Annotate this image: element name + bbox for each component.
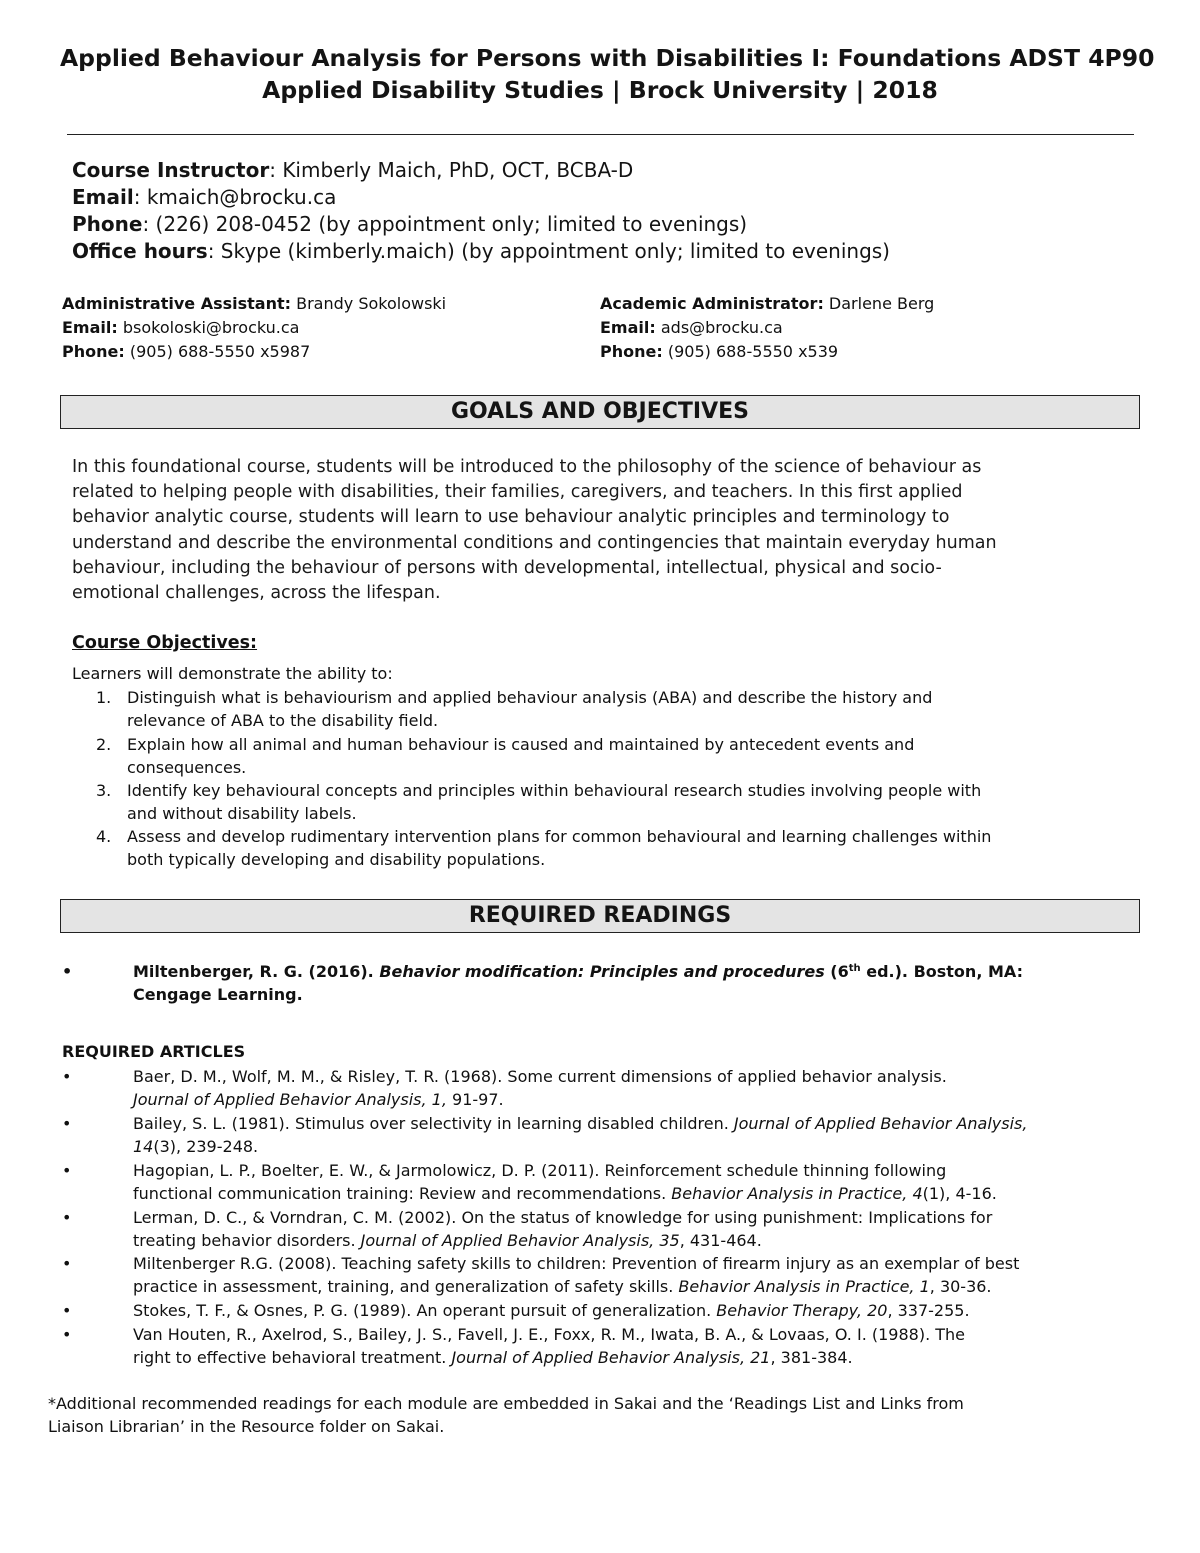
admin-assistant-phone: (905) 688-5550 x5987 bbox=[124, 342, 311, 361]
phone-label: Phone: bbox=[62, 342, 125, 361]
objective-line: Assess and develop rudimentary intervention plans for common behavioural and learning challenges within bbox=[127, 827, 992, 846]
textbook-title: Behavior modification: Principles and procedures bbox=[379, 962, 825, 981]
bullet-icon: • bbox=[62, 962, 73, 981]
academic-admin-label: Academic Administrator: bbox=[600, 294, 824, 313]
instructor-phone-row bbox=[72, 211, 890, 238]
paragraph-line: emotional challenges, across the lifespan. bbox=[72, 583, 441, 604]
textbook-line bbox=[133, 960, 1023, 983]
article-citation: practice in assessment, training, and generalization of safety skills. bbox=[133, 1277, 679, 1296]
objective-line: Identify key behavioural concepts and principles within behavioural research studies involving people with bbox=[127, 781, 982, 800]
bullet-icon: • bbox=[62, 1208, 72, 1227]
email-label: Email: bbox=[62, 318, 118, 337]
objective-line: relevance of ABA to the disability field. bbox=[127, 711, 439, 730]
objective-line: consequences. bbox=[127, 758, 247, 777]
instructor-value: : Kimberly Maich, PhD, OCT, BCBA-D bbox=[269, 158, 634, 182]
journal-name: Behavior Analysis in Practice, 1 bbox=[678, 1277, 930, 1296]
paragraph-line: understand and describe the environmental conditions and contingencies that maintain everyday human bbox=[72, 532, 997, 553]
article-citation: Stokes, T. F., & Osnes, P. G. (1989). An operant pursuit of generalization. bbox=[133, 1301, 717, 1320]
footnote-line: *Additional recommended readings for each module are embedded in Sakai and the ‘Readings List and Links from bbox=[48, 1394, 964, 1413]
article-citation: Bailey, S. L. (1981). Stimulus over selectivity in learning disabled children. bbox=[133, 1114, 734, 1133]
required-articles-heading: REQUIRED ARTICLES bbox=[62, 1042, 246, 1061]
admin-assistant-name: Brandy Sokolowski bbox=[291, 294, 447, 313]
academic-admin-block bbox=[600, 292, 934, 364]
paragraph-line: behaviour, including the behaviour of persons with developmental, intellectual, physical and socio- bbox=[72, 557, 942, 578]
objective-number: 3. bbox=[96, 781, 112, 800]
office-hours-label: Office hours bbox=[72, 239, 208, 263]
bullet-icon: • bbox=[62, 1114, 72, 1133]
email-label: Email bbox=[72, 185, 134, 209]
objective-line: Explain how all animal and human behaviour is caused and maintained by antecedent events and bbox=[127, 735, 915, 754]
bullet-icon: • bbox=[62, 1325, 72, 1344]
course-objectives-heading: Course Objectives: bbox=[72, 633, 258, 653]
bullet-icon: • bbox=[62, 1161, 72, 1180]
bullet-icon: • bbox=[62, 1067, 72, 1086]
article-pages: , 337-255. bbox=[887, 1301, 970, 1320]
phone-label: Phone: bbox=[600, 342, 663, 361]
admin-assistant-block bbox=[62, 292, 446, 364]
course-subtitle: Applied Disability Studies | Brock University | 2018 bbox=[262, 76, 938, 104]
academic-admin-phone-row bbox=[600, 340, 934, 364]
header-divider bbox=[67, 134, 1134, 135]
article-citation: functional communication training: Review and recommendations. bbox=[133, 1184, 672, 1203]
article-pages: , 381-384. bbox=[770, 1348, 853, 1367]
textbook-line: Cengage Learning. bbox=[133, 985, 303, 1004]
journal-name: Journal of Applied Behavior Analysis, 35 bbox=[360, 1231, 680, 1250]
article-line: Hagopian, L. P., Boelter, E. W., & Jarmolowicz, D. P. (2011). Reinforcement schedule thinning following bbox=[133, 1161, 947, 1180]
article-line bbox=[133, 1135, 258, 1158]
textbook-edition: (6 bbox=[824, 962, 849, 981]
journal-name: Journal of Applied Behavior Analysis, bbox=[733, 1114, 1028, 1133]
admin-assistant-label: Administrative Assistant: bbox=[62, 294, 292, 313]
article-pages: 91-97. bbox=[446, 1090, 504, 1109]
instructor-email-row bbox=[72, 184, 890, 211]
article-citation: treating behavior disorders. bbox=[133, 1231, 361, 1250]
article-pages: , 30-36. bbox=[929, 1277, 992, 1296]
article-line bbox=[133, 1275, 992, 1298]
article-line bbox=[133, 1182, 997, 1205]
objectives-intro: Learners will demonstrate the ability to: bbox=[72, 664, 393, 683]
instructor-row bbox=[72, 157, 890, 184]
article-line: Miltenberger R.G. (2008). Teaching safety skills to children: Prevention of firearm injury as an exemplar of best bbox=[133, 1254, 1020, 1273]
article-line: Van Houten, R., Axelrod, S., Bailey, J. S., Favell, J. E., Foxx, R. M., Iwata, B. A., & Lovaas, O. I. (1988). The bbox=[133, 1325, 965, 1344]
email-label: Email: bbox=[600, 318, 656, 337]
journal-name: Journal of Applied Behavior Analysis, 1, bbox=[133, 1090, 447, 1109]
article-line bbox=[133, 1299, 970, 1322]
phone-label: Phone bbox=[72, 212, 143, 236]
goals-section-heading: GOALS AND OBJECTIVES bbox=[60, 395, 1140, 429]
bullet-icon: • bbox=[62, 1254, 72, 1273]
article-line bbox=[133, 1229, 762, 1252]
objective-number: 1. bbox=[96, 688, 112, 707]
paragraph-line: behavior analytic course, students will learn to use behaviour analytic principles and terminology to bbox=[72, 507, 950, 528]
readings-footnote bbox=[48, 1392, 964, 1438]
academic-admin-email[interactable]: ads@brocku.ca bbox=[655, 318, 783, 337]
article-citation: right to effective behavioral treatment. bbox=[133, 1348, 452, 1367]
journal-name: Behavior Therapy, 20 bbox=[716, 1301, 888, 1320]
footnote-line: Liaison Librarian’ in the Resource folder on Sakai. bbox=[48, 1417, 445, 1436]
admin-assistant-phone-row bbox=[62, 340, 446, 364]
article-pages: , 431-464. bbox=[679, 1231, 762, 1250]
article-line: Lerman, D. C., & Vorndran, C. M. (2002). On the status of knowledge for using punishment: Implications for bbox=[133, 1208, 993, 1227]
textbook-author: Miltenberger, R. G. (2016). bbox=[133, 962, 380, 981]
objective-line: both typically developing and disability populations. bbox=[127, 850, 546, 869]
journal-name: Journal of Applied Behavior Analysis, 21 bbox=[451, 1348, 771, 1367]
edition-superscript: th bbox=[848, 963, 861, 974]
instructor-block bbox=[72, 157, 890, 265]
admin-assistant-name-row bbox=[62, 292, 446, 316]
office-hours-row bbox=[72, 238, 890, 265]
readings-section-heading: REQUIRED READINGS bbox=[60, 899, 1140, 933]
article-pages: (1), 4-16. bbox=[922, 1184, 997, 1203]
academic-admin-name: Darlene Berg bbox=[823, 294, 935, 313]
journal-name: Behavior Analysis in Practice, 4 bbox=[671, 1184, 923, 1203]
objective-number: 4. bbox=[96, 827, 112, 846]
objective-line: Distinguish what is behaviourism and applied behaviour analysis (ABA) and describe the history and bbox=[127, 688, 933, 707]
paragraph-line: In this foundational course, students will be introduced to the philosophy of the science of behaviour as bbox=[72, 457, 982, 477]
goals-paragraph bbox=[72, 455, 1132, 606]
office-hours-value: : Skype (kimberly.maich) (by appointment only; limited to evenings) bbox=[207, 239, 890, 263]
article-line bbox=[133, 1112, 1027, 1135]
textbook-publisher: ed.). Boston, MA: bbox=[860, 962, 1023, 981]
objective-number: 2. bbox=[96, 735, 112, 754]
article-line bbox=[133, 1346, 853, 1369]
academic-admin-email-row bbox=[600, 316, 934, 340]
bullet-icon: • bbox=[62, 1301, 72, 1320]
admin-assistant-email[interactable]: bsokoloski@brocku.ca bbox=[117, 318, 300, 337]
admin-assistant-email-row bbox=[62, 316, 446, 340]
academic-admin-name-row bbox=[600, 292, 934, 316]
objective-line: and without disability labels. bbox=[127, 804, 357, 823]
paragraph-line: related to helping people with disabilities, their families, caregivers, and teachers. In this first applied bbox=[72, 482, 963, 503]
instructor-phone: : (226) 208-0452 (by appointment only; limited to evenings) bbox=[142, 212, 748, 236]
article-pages: (3), 239-248. bbox=[153, 1137, 259, 1156]
course-title: Applied Behaviour Analysis for Persons with Disabilities I: Foundations ADST 4P90 bbox=[60, 44, 1155, 72]
article-line: Baer, D. M., Wolf, M. M., & Risley, T. R. (1968). Some current dimensions of applied behavior analysis. bbox=[133, 1067, 947, 1086]
journal-volume: 14 bbox=[133, 1137, 154, 1156]
academic-admin-phone: (905) 688-5550 x539 bbox=[662, 342, 839, 361]
article-line bbox=[133, 1088, 504, 1111]
instructor-label: Course Instructor bbox=[72, 158, 270, 182]
instructor-email[interactable]: : kmaich@brocku.ca bbox=[133, 185, 337, 209]
